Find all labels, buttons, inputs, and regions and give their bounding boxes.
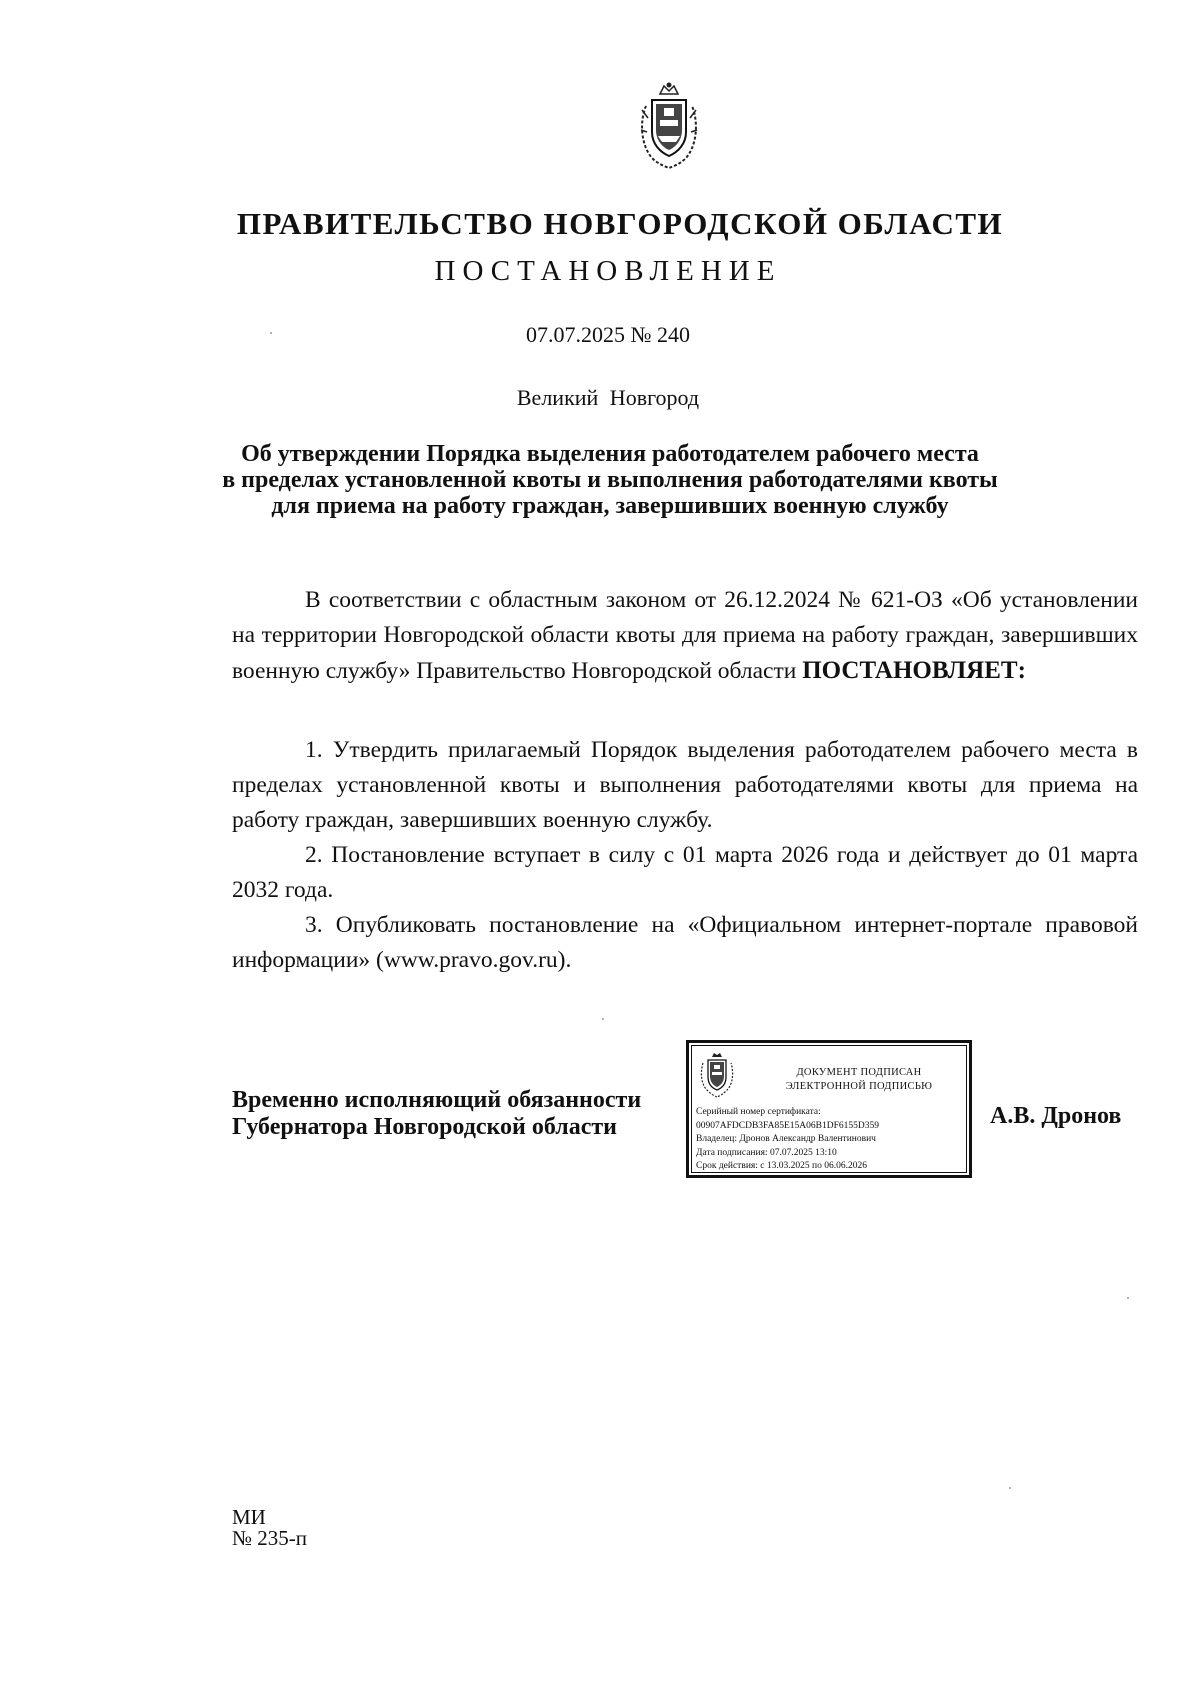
subject-line: в пределах установленной квоты и выполнения работодателями квоты — [222, 467, 998, 493]
certificate-owner: Владелец: Дронов Александр Валентинович — [696, 1134, 876, 1144]
subject-line: Об утверждении Порядка выделения работодателем рабочего места — [241, 441, 979, 467]
decree-item: 2. Постановление вступает в силу с 01 марта 2026 года и действует до 01 марта 2032 года. — [232, 842, 1138, 903]
signatory-title — [232, 1087, 641, 1141]
scan-speck — [1009, 1487, 1011, 1489]
stamp-details — [696, 1106, 879, 1174]
subject-line: для приема на работу граждан, завершивших военную службу — [271, 493, 949, 519]
stamp-coat-of-arms-icon — [699, 1051, 735, 1099]
document-city: Великий Новгород — [516, 385, 700, 410]
stamp-heading-line: ДОКУМЕНТ ПОДПИСАН — [796, 1067, 922, 1078]
document-type: ПОСТАНОВЛЕНИЕ — [434, 255, 782, 287]
stamp-heading-line: ЭЛЕКТРОННОЙ ПОДПИСЬЮ — [785, 1081, 933, 1092]
stamp-heading — [749, 1066, 969, 1094]
government-title: ПРАВИТЕЛЬСТВО НОВГОРОДСКОЙ ОБЛАСТИ — [236, 206, 1004, 241]
executor-initials: МИ — [232, 1505, 266, 1529]
scan-speck — [602, 1018, 604, 1020]
decree-item: 3. Опубликовать постановление на «Официальном интернет-портале правовой информации» (www.pravo.gov.ru). — [232, 912, 1138, 973]
scan-speck — [270, 332, 272, 334]
preamble-text: В соответствии с областным законом от 26.12.2024 № 621-ОЗ «Об установлении на территории Новгородской области квоты для приема на работу граждан, завершивших военную службу» Правительство Новгородской области — [232, 587, 1138, 684]
document-date-number: 07.07.2025 № 240 — [526, 322, 690, 347]
coat-of-arms-icon — [638, 80, 700, 170]
scan-speck — [1127, 1297, 1129, 1299]
signing-date: Дата подписания: 07.07.2025 13:10 — [696, 1147, 837, 1158]
registration-number: № 235-п — [232, 1526, 308, 1550]
signatory-title-line: Губернатора Новгородской области — [232, 1114, 618, 1140]
certificate-serial-label: Серийный номер сертификата: — [696, 1107, 821, 1117]
document-subject — [180, 441, 1040, 519]
decree-word: ПОСТАНОВЛЯЕТ: — [802, 657, 1026, 684]
certificate-serial: 00907AFDCDB3FA85E15A06B1DF6155D359 — [696, 1120, 879, 1131]
signatory-name: А.В. Дронов — [990, 1103, 1122, 1129]
registration-footer — [232, 1507, 307, 1549]
electronic-signature-stamp — [686, 1040, 972, 1178]
decree-item: 1. Утвердить прилагаемый Порядок выделения работодателем рабочего места в пределах установленной квоты и выполнения работодателями квоты для приема на работу граждан, завершивших военную службу. — [232, 737, 1138, 833]
preamble-paragraph — [232, 583, 1138, 689]
signatory-title-line: Временно исполняющий обязанности — [232, 1087, 642, 1113]
certificate-validity: Срок действия: с 13.03.2025 по 06.06.2026 — [696, 1161, 867, 1171]
decree-items — [232, 733, 1138, 978]
